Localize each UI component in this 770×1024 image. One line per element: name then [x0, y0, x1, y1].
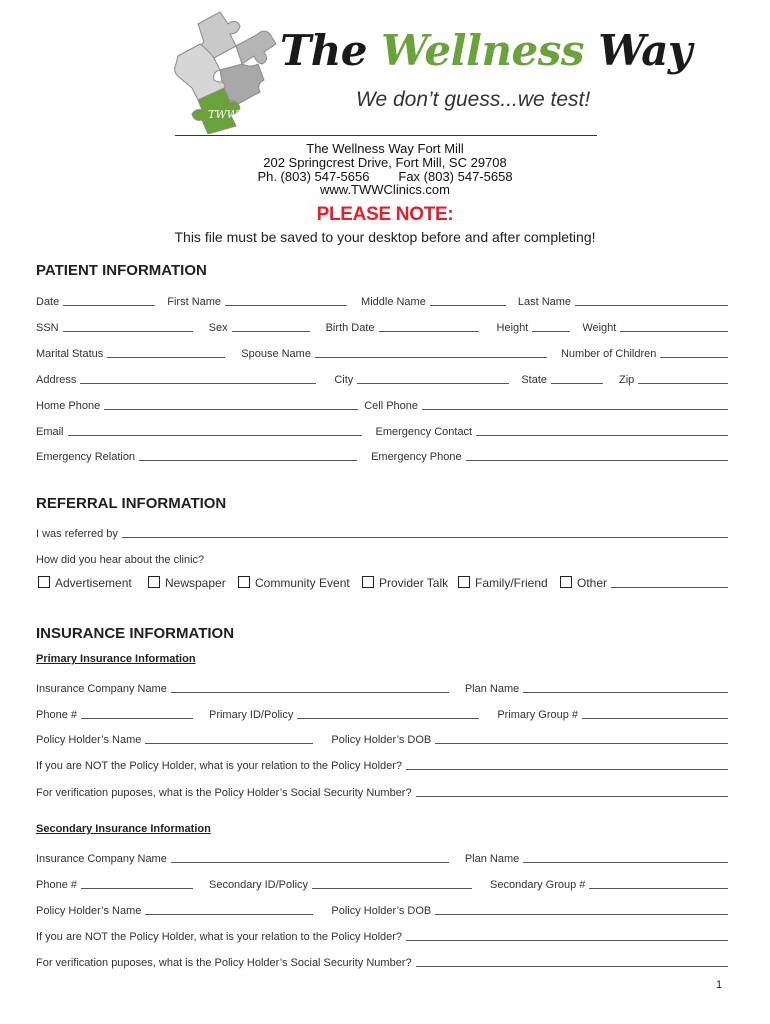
primary-row-5 — [36, 783, 728, 799]
emergency-contact-field[interactable] — [476, 425, 728, 436]
primary-holder-name-field[interactable] — [145, 733, 313, 744]
spouse-name-label: Spouse Name — [241, 348, 311, 360]
city-label: City — [334, 374, 354, 386]
last-name-field[interactable] — [575, 295, 728, 306]
emergency-phone-field[interactable] — [466, 450, 728, 461]
primary-holder-dob-field[interactable] — [435, 733, 728, 744]
primary-holder-name-label: Policy Holder’s Name — [36, 734, 142, 746]
cell-phone-field[interactable] — [422, 399, 728, 410]
note-text: This file must be saved to your desktop before and after completing! — [174, 229, 596, 245]
secondary-relation-label: If you are NOT the Policy Holder, what is your relation to the Policy Holder? — [36, 931, 403, 943]
secondary-relation-field[interactable] — [406, 930, 728, 941]
secondary-row-3 — [36, 901, 728, 917]
secondary-row-1 — [36, 849, 728, 865]
logo-tagline: We don’t guess...we test! — [356, 88, 591, 111]
checkbox-other[interactable] — [560, 576, 728, 590]
clinic-name: The Wellness Way Fort Mill — [306, 141, 464, 156]
secondary-insurance-heading: Secondary Insurance Information — [36, 823, 211, 835]
primary-holder-dob-label: Policy Holder’s DOB — [331, 734, 432, 746]
weight-field[interactable] — [620, 321, 728, 332]
patient-row-2 — [36, 318, 728, 334]
num-children-field[interactable] — [660, 347, 728, 358]
home-phone-label: Home Phone — [36, 400, 101, 412]
emergency-relation-label: Emergency Relation — [36, 451, 136, 463]
secondary-group-label: Secondary Group # — [490, 879, 586, 891]
secondary-row-5 — [36, 953, 728, 969]
last-name-label: Last Name — [517, 296, 572, 308]
checkbox-box[interactable] — [148, 576, 160, 588]
option-label: Newspaper — [165, 576, 226, 590]
primary-row-1 — [36, 679, 728, 695]
secondary-id-label: Secondary ID/Policy — [208, 879, 309, 891]
secondary-company-label: Insurance Company Name — [36, 853, 167, 865]
primary-ssn-label: For verification puposes, what is the Policy Holder’s Social Security Number? — [36, 787, 412, 799]
secondary-row-2 — [36, 875, 728, 891]
patient-row-1 — [36, 292, 728, 308]
primary-id-label: Primary ID/Policy — [208, 709, 294, 721]
num-children-label: Number of Children — [560, 348, 657, 360]
patient-row-3 — [36, 344, 728, 360]
option-label: Community Event — [255, 576, 350, 590]
puzzle-logo-icon — [168, 6, 288, 134]
checkbox-provider-talk[interactable] — [362, 576, 448, 590]
referral-options — [36, 576, 728, 592]
secondary-plan-field[interactable] — [523, 852, 728, 863]
logo-mark-text: TWW — [208, 108, 238, 121]
referred-by-label: I was referred by — [36, 528, 118, 540]
option-label: Family/Friend — [475, 576, 548, 590]
emergency-phone-label: Emergency Phone — [371, 451, 462, 463]
sex-field[interactable] — [232, 321, 310, 332]
state-label: State — [521, 374, 547, 386]
secondary-phone-label: Phone # — [36, 879, 77, 891]
height-label: Height — [496, 322, 529, 334]
sex-label: Sex — [208, 322, 228, 334]
zip-field[interactable] — [638, 373, 728, 384]
checkbox-community-event[interactable] — [238, 576, 350, 590]
patient-row-4 — [36, 370, 728, 386]
secondary-id-field[interactable] — [312, 878, 472, 889]
first-name-label: First Name — [167, 296, 222, 308]
option-label: Other — [577, 576, 608, 590]
option-label: Provider Talk — [379, 576, 449, 590]
date-label: Date — [36, 296, 60, 308]
primary-insurance-heading: Primary Insurance Information — [36, 653, 196, 665]
first-name-field[interactable] — [225, 295, 347, 306]
secondary-holder-dob-field[interactable] — [435, 904, 728, 915]
cell-phone-label: Cell Phone — [364, 400, 419, 412]
secondary-phone-field[interactable] — [81, 878, 193, 889]
secondary-holder-name-label: Policy Holder’s Name — [36, 905, 142, 917]
clinic-address: 202 Springcrest Drive, Fort Mill, SC 29708 — [263, 155, 507, 170]
primary-company-field[interactable] — [171, 682, 449, 693]
primary-row-2 — [36, 705, 728, 721]
primary-ssn-field[interactable] — [416, 786, 728, 797]
primary-group-field[interactable] — [582, 708, 728, 719]
primary-row-4 — [36, 756, 728, 772]
primary-relation-field[interactable] — [406, 759, 728, 770]
patient-info-heading: PATIENT INFORMATION — [36, 262, 207, 279]
checkbox-newspaper[interactable] — [148, 576, 226, 590]
checkbox-box[interactable] — [458, 576, 470, 588]
email-field[interactable] — [68, 425, 362, 436]
primary-phone-label: Phone # — [36, 709, 77, 721]
primary-row-3 — [36, 730, 728, 746]
height-field[interactable] — [532, 321, 570, 332]
primary-plan-field[interactable] — [523, 682, 728, 693]
address-field[interactable] — [80, 373, 316, 384]
clinic-website[interactable]: www.TWWClinics.com — [320, 182, 450, 197]
emergency-relation-field[interactable] — [139, 450, 357, 461]
hear-about-label: How did you hear about the clinic? — [36, 554, 205, 566]
ssn-label: SSN — [36, 322, 59, 334]
weight-label: Weight — [582, 322, 617, 334]
primary-company-label: Insurance Company Name — [36, 683, 167, 695]
checkbox-box[interactable] — [362, 576, 374, 588]
middle-name-field[interactable] — [430, 295, 506, 306]
primary-group-label: Primary Group # — [497, 709, 579, 721]
secondary-plan-label: Plan Name — [464, 853, 520, 865]
ssn-field[interactable] — [63, 321, 193, 332]
checkbox-box[interactable] — [560, 576, 572, 588]
state-field[interactable] — [551, 373, 603, 384]
birth-date-label: Birth Date — [325, 322, 375, 334]
checkbox-advertisement[interactable] — [38, 576, 132, 590]
secondary-holder-name-field[interactable] — [145, 904, 313, 915]
checkbox-family-friend[interactable] — [458, 576, 548, 590]
patient-row-7 — [36, 447, 728, 463]
referral-info-heading: REFERRAL INFORMATION — [36, 495, 227, 512]
address-label: Address — [36, 374, 77, 386]
logo — [168, 6, 692, 134]
primary-relation-label: If you are NOT the Policy Holder, what is your relation to the Policy Holder? — [36, 760, 403, 772]
primary-id-field[interactable] — [297, 708, 479, 719]
home-phone-field[interactable] — [104, 399, 358, 410]
logo-title: The Wellness Way — [280, 26, 692, 75]
zip-label: Zip — [619, 374, 635, 386]
patient-row-5 — [36, 396, 728, 412]
header-divider — [175, 135, 597, 136]
secondary-holder-dob-label: Policy Holder’s DOB — [331, 905, 432, 917]
spouse-name-field[interactable] — [315, 347, 547, 358]
emergency-contact-label: Emergency Contact — [375, 426, 473, 438]
referral-row-2 — [36, 550, 728, 566]
marital-status-label: Marital Status — [36, 348, 104, 360]
checkbox-box[interactable] — [238, 576, 250, 588]
referred-by-field[interactable] — [122, 527, 728, 538]
option-label: Advertisement — [55, 576, 132, 590]
page-number: 1 — [716, 979, 723, 991]
marital-status-field[interactable] — [107, 347, 225, 358]
secondary-company-field[interactable] — [171, 852, 449, 863]
secondary-ssn-field[interactable] — [416, 956, 728, 967]
email-label: Email — [36, 426, 64, 438]
other-field[interactable] — [611, 577, 728, 588]
primary-plan-label: Plan Name — [464, 683, 520, 695]
city-field[interactable] — [357, 373, 509, 384]
secondary-group-field[interactable] — [589, 878, 728, 889]
middle-name-label: Middle Name — [361, 296, 426, 308]
clinic-phone: Ph. (803) 547-5656 — [257, 169, 370, 184]
primary-phone-field[interactable] — [81, 708, 193, 719]
patient-row-6 — [36, 422, 728, 438]
note-title: PLEASE NOTE: — [316, 204, 454, 225]
referral-row-1 — [36, 524, 728, 540]
clinic-fax: Fax (803) 547-5658 — [398, 169, 513, 184]
date-field[interactable] — [63, 295, 155, 306]
secondary-ssn-label: For verification puposes, what is the Policy Holder’s Social Security Number? — [36, 957, 412, 969]
birth-date-field[interactable] — [379, 321, 479, 332]
insurance-info-heading: INSURANCE INFORMATION — [36, 625, 235, 642]
checkbox-box[interactable] — [38, 576, 50, 588]
secondary-row-4 — [36, 927, 728, 943]
